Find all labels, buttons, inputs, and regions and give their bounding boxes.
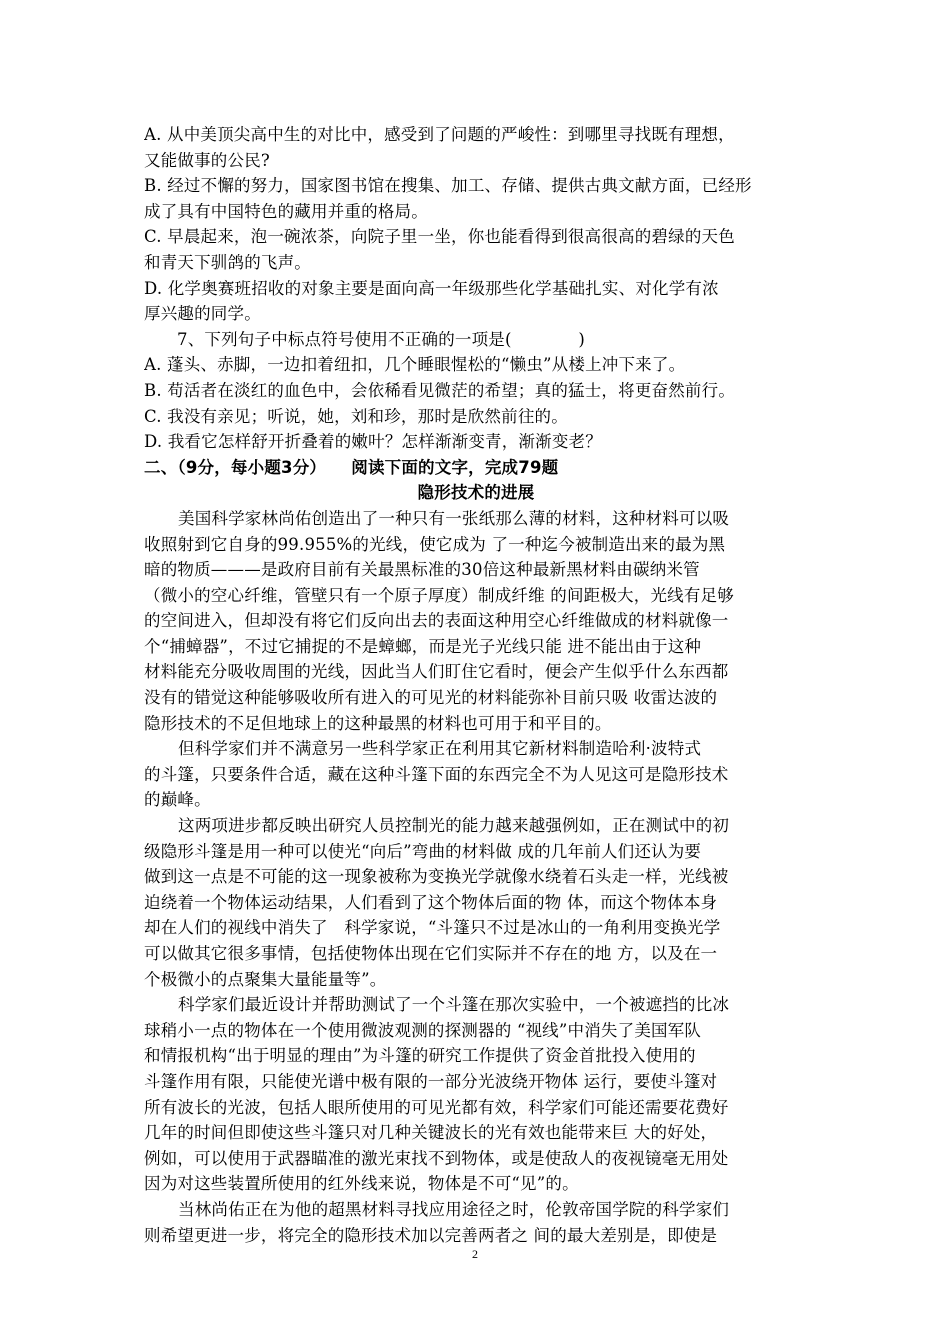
passage-line: 做到这一点是不可能的这一现象被称为变换光学就像水绕着石头走一样，光线被 [144, 867, 729, 887]
passage-line: 的斗篷，只要条件合适，藏在这种斗篷下面的东西完全不为人见这可是隐形技术 [144, 764, 729, 784]
passage-line: 级隐形斗篷是用一种可以使光“向后”弯曲的材料做 成的几年前人们还认为要 [144, 841, 702, 861]
passage-line: 迫绕着一个物体运动结果，人们看到了这个物体后面的物 体，而这个物体本身 [144, 892, 718, 912]
reading-passage [144, 506, 808, 1248]
passage-line: 收照射到它自身的99.955%的光线，使它成为 了一种迄今被制造出来的最为黑 [144, 534, 726, 554]
passage-line: 则希望更进一步，将完全的隐形技术加以完善两者之 间的最大差别是，即使是 [144, 1225, 718, 1245]
passage-line: 可以做其它很多事情，包括使物体出现在它们实际并不存在的地 方，以及在一 [144, 944, 718, 963]
question-7-stem: 7、下列句子中标点符号使用不正确的一项是( ) [177, 329, 586, 349]
passage-line: 但科学家们并不满意另一些科学家正在利用其它新材料制造哈利·波特式 [178, 739, 702, 759]
passage-line: 暗的物质———是政府目前有关最黑标准的30倍这种最新黑材料由碳纳米管 [144, 560, 700, 580]
passage-line: 个“捕蟑器”，不过它捕捉的不是蟑螂，而是光子光线只能 进不能出由于这种 [144, 636, 702, 656]
page-content [144, 122, 808, 1248]
passage-line: 科学家们最近设计并帮助测试了一个斗篷在那次实验中，一个被遮挡的比冰 [178, 995, 730, 1015]
q6-option-line: A. 从中美顶尖高中生的对比中，感受到了问题的严峻性：到哪里寻找既有理想， [144, 125, 735, 144]
q6-option-line: 和青天下驯鸽的飞声。 [144, 252, 311, 272]
passage-line: 没有的错觉这种能够吸收所有进入的可见光的材料能弥补目前只吸 收雷达波的 [144, 688, 718, 708]
passage-line: 的空间进入，但却没有将它们反向出去的表面这种用空心纤维做成的材料就像一 [144, 611, 729, 631]
passage-line: 却在人们的视线中消失了 科学家说，“斗篷只不过是冰山的一角利用变换光学 [144, 918, 721, 938]
passage-line: 球稍小一点的物体在一个使用微波观测的探测器的 “视线”中消失了美国军队 [144, 1020, 702, 1040]
q6-option-line: 成了具有中国特色的藏用并重的格局。 [144, 201, 428, 221]
page-number: 2 [472, 1247, 478, 1261]
passage-line: 因为对这些装置所使用的红外线来说，物体是不可“见”的。 [144, 1174, 579, 1194]
q6-option-line: B. 经过不懈的努力，国家图书馆在搜集、加工、存储、提供古典文献方面，已经形 [144, 176, 752, 196]
q6-option-line: 又能做事的公民? [144, 150, 270, 170]
passage-line: 当林尚佑正在为他的超黑材料寻找应用途径之时，伦敦帝国学院的科学家们 [178, 1199, 730, 1219]
section-heading: 二、（9分，每小题3分） 阅读下面的文字，完成79题 [144, 457, 559, 477]
passage-line: 几年的时间但即使这些斗篷只对几种关键波长的光有效也能带来巨 大的好处， [144, 1123, 718, 1143]
q7-option-a: A. 蓬头、赤脚，一边扣着纽扣，几个睡眼惺松的“懒虫”从楼上冲下来了。 [144, 355, 686, 375]
passage-line: 的巅峰。 [144, 790, 211, 810]
passage-title: 隐形技术的进展 [417, 483, 535, 503]
passage-line: 斗篷作用有限，只能使光谱中极有限的一部分光波绕开物体 运行，要使斗篷对 [144, 1071, 718, 1091]
q7-option-d: D. 我看它怎样舒开折叠着的嫩叶？怎样渐渐变青，渐渐变老？ [144, 432, 602, 452]
passage-line: 这两项进步都反映出研究人员控制光的能力越来越强例如，正在测试中的初 [178, 816, 730, 836]
passage-line: 材料能充分吸收周围的光线，因此当人们盯住它看时，便会产生似乎什么东西都 [144, 662, 729, 682]
passage-line: 个极微小的点聚集大量能量等”。 [144, 969, 387, 989]
q7-option-b: B. 苟活者在淡红的血色中，会依稀看见微茫的希望；真的猛士，将更奋然前行。 [144, 380, 736, 400]
q6-option-line: C. 早晨起来，泡一碗浓茶，向院子里一坐，你也能看得到很高很高的碧绿的天色 [144, 227, 735, 247]
passage-line: 隐形技术的不足但地球上的这种最黑的材料也可用于和平目的。 [144, 713, 612, 733]
q6-option-line: D. 化学奥赛班招收的对象主要是面向高一年级那些化学基础扎实、对化学有浓 [144, 278, 719, 298]
q7-option-c: C. 我没有亲见；听说，她，刘和珍，那时是欣然前往的。 [144, 406, 568, 426]
question-7 [144, 327, 808, 455]
question-6-options [144, 122, 808, 327]
passage-line: 所有波长的光波，包括人眼所使用的可见光都有效，科学家们可能还需要花费好 [144, 1097, 729, 1117]
passage-line: 美国科学家林尚佑创造出了一种只有一张纸那么薄的材料，这种材料可以吸 [178, 508, 730, 528]
passage-line: （微小的空心纤维，管壁只有一个原子厚度）制成纤维 的间距极大，光线有足够 [144, 585, 734, 605]
passage-line: 和情报机构“出于明显的理由”为斗篷的研究工作提供了资金首批投入使用的 [144, 1046, 696, 1066]
passage-line: 例如，可以使用于武器瞄准的激光束找不到物体，或是使敌人的夜视镜毫无用处 [144, 1148, 729, 1168]
q6-option-line: 厚兴趣的同学。 [144, 304, 261, 324]
